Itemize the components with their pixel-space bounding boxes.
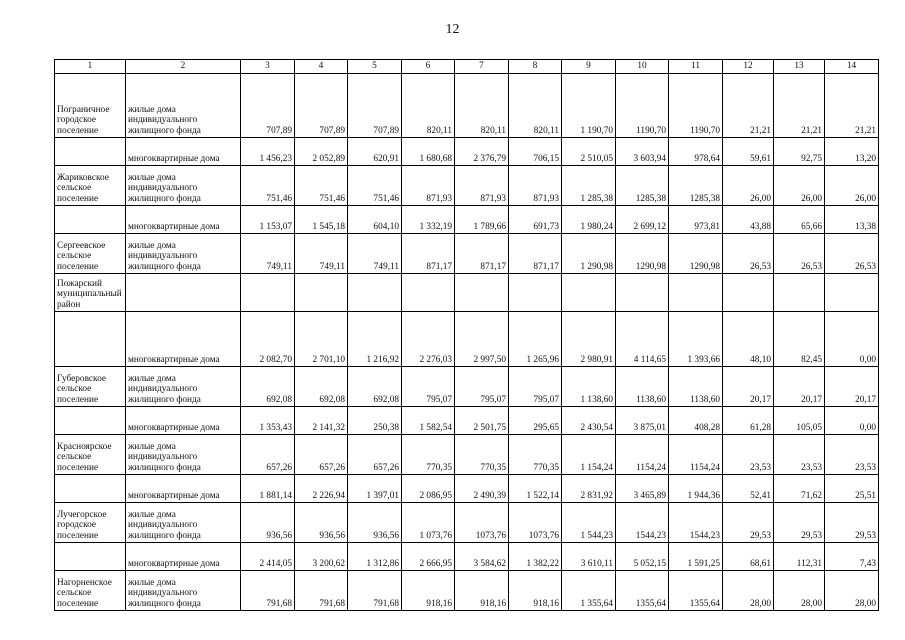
value-cell: 26,00: [723, 166, 774, 206]
value-cell: 1 190,70: [562, 74, 616, 138]
value-cell: 23,53: [723, 435, 774, 475]
value-cell: [669, 274, 723, 312]
value-cell: [616, 274, 669, 312]
value-cell: 2 701,10: [295, 312, 348, 367]
value-cell: 707,89: [295, 74, 348, 138]
value-cell: 871,93: [509, 166, 562, 206]
table-row: [55, 503, 879, 543]
value-cell: 21,21: [774, 74, 825, 138]
housing-type-cell: жилые дома индивидуального жилищного фонда: [126, 571, 241, 611]
value-cell: 795,07: [509, 367, 562, 407]
value-cell: 2 501,75: [455, 407, 509, 435]
header-cell: 4: [295, 60, 348, 74]
value-cell: [509, 274, 562, 312]
value-cell: 28,00: [825, 571, 879, 611]
value-cell: [402, 274, 455, 312]
value-cell: 749,11: [295, 234, 348, 274]
value-cell: 26,00: [825, 166, 879, 206]
value-cell: 1 285,38: [562, 166, 616, 206]
header-cell: 9: [562, 60, 616, 74]
header-cell: 5: [348, 60, 402, 74]
value-cell: 692,08: [295, 367, 348, 407]
value-cell: 2 226,94: [295, 475, 348, 503]
value-cell: 1290,98: [616, 234, 669, 274]
housing-type-cell: жилые дома индивидуального жилищного фонда: [126, 234, 241, 274]
table-row: [55, 166, 879, 206]
value-cell: 918,16: [455, 571, 509, 611]
value-cell: 2 141,32: [295, 407, 348, 435]
housing-type-cell: жилые дома индивидуального жилищного фонда: [126, 166, 241, 206]
value-cell: 1138,60: [616, 367, 669, 407]
table-row: [55, 475, 879, 503]
value-cell: 1 332,19: [402, 206, 455, 234]
tariff-table: [54, 59, 879, 611]
header-cell: 12: [723, 60, 774, 74]
value-cell: 871,17: [455, 234, 509, 274]
table-row: [55, 407, 879, 435]
value-cell: 1 138,60: [562, 367, 616, 407]
value-cell: [723, 274, 774, 312]
header-cell: 10: [616, 60, 669, 74]
value-cell: 770,35: [455, 435, 509, 475]
value-cell: 770,35: [509, 435, 562, 475]
value-cell: 29,53: [774, 503, 825, 543]
value-cell: [295, 274, 348, 312]
value-cell: 1 456,23: [241, 138, 295, 166]
value-cell: 978,64: [669, 138, 723, 166]
value-cell: 936,56: [348, 503, 402, 543]
value-cell: 105,05: [774, 407, 825, 435]
settlement-cell: [55, 138, 126, 166]
value-cell: 1190,70: [616, 74, 669, 138]
value-cell: 2 997,50: [455, 312, 509, 367]
value-cell: 791,68: [241, 571, 295, 611]
value-cell: 21,21: [723, 74, 774, 138]
value-cell: 26,00: [774, 166, 825, 206]
table-row: [55, 571, 879, 611]
value-cell: 791,68: [295, 571, 348, 611]
value-cell: 13,38: [825, 206, 879, 234]
value-cell: 707,89: [241, 74, 295, 138]
value-cell: 1 944,36: [669, 475, 723, 503]
value-cell: 749,11: [241, 234, 295, 274]
value-cell: 28,00: [723, 571, 774, 611]
value-cell: 20,17: [825, 367, 879, 407]
value-cell: 706,15: [509, 138, 562, 166]
header-cell: 11: [669, 60, 723, 74]
value-cell: 2 052,89: [295, 138, 348, 166]
value-cell: 692,08: [348, 367, 402, 407]
header-cell: 13: [774, 60, 825, 74]
housing-type-cell: многоквартирные дома: [126, 475, 241, 503]
value-cell: 1 154,24: [562, 435, 616, 475]
value-cell: 936,56: [295, 503, 348, 543]
value-cell: [774, 274, 825, 312]
value-cell: 749,11: [348, 234, 402, 274]
value-cell: 1355,64: [616, 571, 669, 611]
value-cell: 0,00: [825, 312, 879, 367]
value-cell: 820,11: [402, 74, 455, 138]
value-cell: 2 276,03: [402, 312, 455, 367]
value-cell: 59,61: [723, 138, 774, 166]
value-cell: 1154,24: [616, 435, 669, 475]
value-cell: 751,46: [241, 166, 295, 206]
value-cell: 2 980,91: [562, 312, 616, 367]
settlement-cell: [55, 475, 126, 503]
value-cell: 795,07: [455, 367, 509, 407]
value-cell: 918,16: [509, 571, 562, 611]
settlement-cell: Губеровское сельское поселение: [55, 367, 126, 407]
value-cell: 871,17: [509, 234, 562, 274]
header-cell: 7: [455, 60, 509, 74]
value-cell: 1 522,14: [509, 475, 562, 503]
settlement-cell: Лучегорское городское поселение: [55, 503, 126, 543]
value-cell: 1073,76: [455, 503, 509, 543]
value-cell: 1 881,14: [241, 475, 295, 503]
settlement-cell: Сергеевское сельское поселение: [55, 234, 126, 274]
table-row: [55, 543, 879, 571]
value-cell: 112,31: [774, 543, 825, 571]
settlement-cell: Пожарский муниципальный район: [55, 274, 126, 312]
value-cell: 21,21: [825, 74, 879, 138]
housing-type-cell: жилые дома индивидуального жилищного фонда: [126, 503, 241, 543]
value-cell: 791,68: [348, 571, 402, 611]
value-cell: [455, 274, 509, 312]
value-cell: 3 603,94: [616, 138, 669, 166]
value-cell: 657,26: [295, 435, 348, 475]
value-cell: 28,00: [774, 571, 825, 611]
value-cell: 4 114,65: [616, 312, 669, 367]
value-cell: 1 545,18: [295, 206, 348, 234]
value-cell: 871,17: [402, 234, 455, 274]
housing-type-cell: многоквартирные дома: [126, 543, 241, 571]
value-cell: 2 510,05: [562, 138, 616, 166]
header-cell: 1: [55, 60, 126, 74]
table-row: [55, 274, 879, 312]
value-cell: [241, 274, 295, 312]
value-cell: 1 382,22: [509, 543, 562, 571]
value-cell: 2 699,12: [616, 206, 669, 234]
value-cell: 820,11: [509, 74, 562, 138]
value-cell: [562, 274, 616, 312]
value-cell: 1154,24: [669, 435, 723, 475]
settlement-cell: [55, 312, 126, 367]
value-cell: 408,28: [669, 407, 723, 435]
value-cell: 918,16: [402, 571, 455, 611]
table-row: [55, 74, 879, 138]
value-cell: 82,45: [774, 312, 825, 367]
value-cell: 1285,38: [669, 166, 723, 206]
table-row: [55, 206, 879, 234]
table-row: [55, 367, 879, 407]
value-cell: 657,26: [241, 435, 295, 475]
housing-type-cell: многоквартирные дома: [126, 407, 241, 435]
value-cell: 1 073,76: [402, 503, 455, 543]
value-cell: 29,53: [723, 503, 774, 543]
value-cell: 1190,70: [669, 74, 723, 138]
value-cell: 2 082,70: [241, 312, 295, 367]
value-cell: 604,10: [348, 206, 402, 234]
value-cell: 2 414,05: [241, 543, 295, 571]
value-cell: 5 052,15: [616, 543, 669, 571]
value-cell: 691,73: [509, 206, 562, 234]
table-row: [55, 312, 879, 367]
value-cell: 1 544,23: [562, 503, 616, 543]
value-cell: 1544,23: [616, 503, 669, 543]
value-cell: 20,17: [774, 367, 825, 407]
value-cell: 751,46: [295, 166, 348, 206]
value-cell: 1073,76: [509, 503, 562, 543]
value-cell: 1 153,07: [241, 206, 295, 234]
value-cell: 3 465,89: [616, 475, 669, 503]
value-cell: 770,35: [402, 435, 455, 475]
value-cell: 2 430,54: [562, 407, 616, 435]
value-cell: 65,66: [774, 206, 825, 234]
value-cell: 657,26: [348, 435, 402, 475]
value-cell: 29,53: [825, 503, 879, 543]
value-cell: 20,17: [723, 367, 774, 407]
settlement-cell: [55, 543, 126, 571]
value-cell: 2 831,92: [562, 475, 616, 503]
value-cell: 1 582,54: [402, 407, 455, 435]
header-row: [55, 60, 879, 74]
value-cell: 23,53: [774, 435, 825, 475]
housing-type-cell: жилые дома индивидуального жилищного фонда: [126, 74, 241, 138]
header-cell: 8: [509, 60, 562, 74]
header-cell: 6: [402, 60, 455, 74]
value-cell: 1 265,96: [509, 312, 562, 367]
value-cell: 26,53: [825, 234, 879, 274]
header-cell: 14: [825, 60, 879, 74]
housing-type-cell: жилые дома индивидуального жилищного фонда: [126, 367, 241, 407]
value-cell: 2 490,39: [455, 475, 509, 503]
value-cell: 295,65: [509, 407, 562, 435]
value-cell: [825, 274, 879, 312]
value-cell: [348, 274, 402, 312]
value-cell: 1355,64: [669, 571, 723, 611]
value-cell: 3 610,11: [562, 543, 616, 571]
value-cell: 820,11: [455, 74, 509, 138]
value-cell: 1138,60: [669, 367, 723, 407]
value-cell: 3 875,01: [616, 407, 669, 435]
value-cell: 1 353,43: [241, 407, 295, 435]
value-cell: 3 584,62: [455, 543, 509, 571]
table-row: [55, 435, 879, 475]
value-cell: 92,75: [774, 138, 825, 166]
value-cell: 1 312,86: [348, 543, 402, 571]
value-cell: 936,56: [241, 503, 295, 543]
header-cell: 3: [241, 60, 295, 74]
value-cell: 2 376,79: [455, 138, 509, 166]
value-cell: 1 355,64: [562, 571, 616, 611]
page-number: 12: [445, 22, 460, 37]
housing-type-cell: многоквартирные дома: [126, 138, 241, 166]
housing-type-cell: [126, 274, 241, 312]
housing-type-cell: жилые дома индивидуального жилищного фонда: [126, 435, 241, 475]
value-cell: 620,91: [348, 138, 402, 166]
value-cell: 43,88: [723, 206, 774, 234]
settlement-cell: [55, 407, 126, 435]
settlement-cell: [55, 206, 126, 234]
value-cell: 7,43: [825, 543, 879, 571]
value-cell: 751,46: [348, 166, 402, 206]
value-cell: 973,81: [669, 206, 723, 234]
value-cell: 26,53: [774, 234, 825, 274]
value-cell: 2 086,95: [402, 475, 455, 503]
value-cell: 1 591,25: [669, 543, 723, 571]
value-cell: 692,08: [241, 367, 295, 407]
value-cell: 1 216,92: [348, 312, 402, 367]
value-cell: 71,62: [774, 475, 825, 503]
value-cell: 1544,23: [669, 503, 723, 543]
settlement-cell: Жариковское сельское поселение: [55, 166, 126, 206]
value-cell: 48,10: [723, 312, 774, 367]
value-cell: 1 393,66: [669, 312, 723, 367]
value-cell: 250,38: [348, 407, 402, 435]
value-cell: 1 290,98: [562, 234, 616, 274]
value-cell: 23,53: [825, 435, 879, 475]
value-cell: 26,53: [723, 234, 774, 274]
value-cell: 871,93: [455, 166, 509, 206]
value-cell: 0,00: [825, 407, 879, 435]
value-cell: 61,28: [723, 407, 774, 435]
value-cell: 3 200,62: [295, 543, 348, 571]
housing-type-cell: многоквартирные дома: [126, 206, 241, 234]
value-cell: 1285,38: [616, 166, 669, 206]
value-cell: 871,93: [402, 166, 455, 206]
header-cell: 2: [126, 60, 241, 74]
value-cell: 1 789,66: [455, 206, 509, 234]
value-cell: 1 980,24: [562, 206, 616, 234]
value-cell: 795,07: [402, 367, 455, 407]
value-cell: 1 397,01: [348, 475, 402, 503]
value-cell: 1290,98: [669, 234, 723, 274]
table-row: [55, 234, 879, 274]
value-cell: 1 680,68: [402, 138, 455, 166]
value-cell: 68,61: [723, 543, 774, 571]
value-cell: 2 666,95: [402, 543, 455, 571]
settlement-cell: Красноярское сельское поселение: [55, 435, 126, 475]
value-cell: 707,89: [348, 74, 402, 138]
table-row: [55, 138, 879, 166]
settlement-cell: Нагорненское сельское поселение: [55, 571, 126, 611]
housing-type-cell: многоквартирные дома: [126, 312, 241, 367]
value-cell: 25,51: [825, 475, 879, 503]
value-cell: 13,20: [825, 138, 879, 166]
settlement-cell: Пограничное городское поселение: [55, 74, 126, 138]
value-cell: 52,41: [723, 475, 774, 503]
